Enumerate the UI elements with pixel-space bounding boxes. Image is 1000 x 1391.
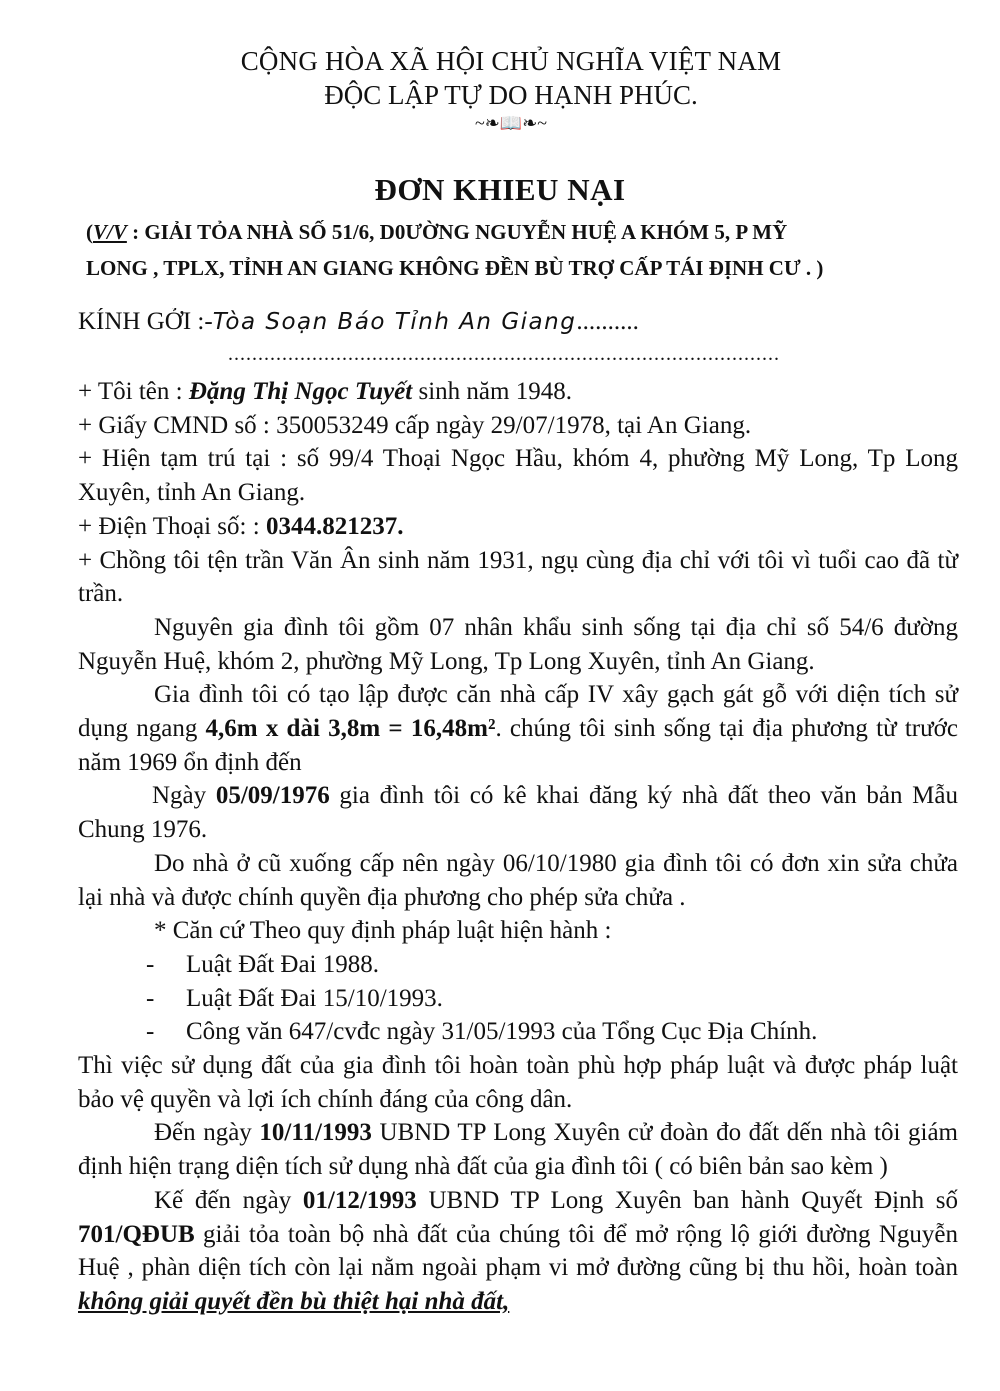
- paragraph-legal-basis: * Căn cứ Theo quy định pháp luật hiện hành :: [154, 917, 612, 945]
- paragraph-decision: Kế đến ngày 01/12/1993 UBND TP Long Xuyên ban hành Quyết Định số 701/QĐUB giải tỏa toàn bộ nhà đất của chúng tôi để mở rộng lộ giới đường Nguyễn Huệ , phàn diện tích còn lại nằm ngoài phạm vi mở đường cũng bị thu hồi, hoàn toàn không giải quyết đền bù thiệt hại nhà đất,: [78, 1186, 958, 1315]
- paragraph-husband: + Chồng tôi tện trần Văn Ân sinh năm 1931, ngụ cùng địa chỉ với tôi vì tuổi cao đã từ trần.: [78, 546, 958, 608]
- survey-date: 10/11/1993: [259, 1119, 372, 1147]
- list-item: - Luật Đất Đai 15/10/1993.: [146, 984, 443, 1012]
- paragraph-family: Nguyên gia đình tôi gồm 07 nhân khẩu sinh sống tại địa chỉ số 54/6 đường Nguyễn Huệ, khóm 2, phường Mỹ Long, Tp Long Xuyên, tỉnh An Giang.: [78, 613, 958, 675]
- recipient-handwritten: Tòa Soạn Báo Tỉnh An Giang: [212, 309, 577, 335]
- document-body: [78, 375, 958, 1319]
- paragraph-repair: Do nhà ở cũ xuống cấp nên ngày 06/10/1980 gia đình tôi có đơn xin sửa chửa lại nhà và được chính quyền địa phương cho phép sửa chửa .: [78, 849, 958, 911]
- subject-line2: LONG , TPLX, TỈNH AN GIANG KHÔNG ĐỀN BÙ TRỢ CẤP TÁI ĐỊNH CƯ . ): [86, 256, 824, 280]
- paragraph-id: + Giấy CMND số : 350053249 cấp ngày 29/07/1978, tại An Giang.: [78, 411, 752, 439]
- registration-date: 05/09/1976: [215, 782, 330, 810]
- no-compensation-text: không giải quyết đền bù thiệt hại nhà đất,: [78, 1287, 510, 1315]
- paragraph-conclusion: Thì việc sử dụng đất của gia đình tôi hoàn toàn phù hợp pháp luật và được pháp luật bảo vệ quyền và lợi ích chính đáng của công dân.: [78, 1052, 958, 1113]
- subject-line1: : GIẢI TỎA NHÀ SỐ 51/6, D0ƯỜNG NGUYỄN HUỆ A KHÓM 5, P MỸ: [126, 220, 788, 244]
- list-item: - Công văn 647/cvđc ngày 31/05/1993 của Tổng Cục Địa Chính.: [146, 1018, 818, 1046]
- national-title: CỘNG HÒA XÃ HỘI CHỦ NGHĨA VIỆT NAM: [240, 46, 782, 76]
- recipient-dots: ..........: [576, 308, 639, 335]
- paragraph-survey: Đến ngày 10/11/1993 UBND TP Long Xuyên cử đoàn đo đất dến nhà tôi giám định hiện trạng diện tích sử dụng nhà đất của gia đình tôi ( có biên bản sao kèm ): [78, 1119, 958, 1181]
- recipient-label: KÍNH GỞI :-: [78, 308, 213, 335]
- paragraph-registration: Ngày 05/09/1976 gia đình tôi có kê khai đăng ký nhà đất theo văn bản Mẫu Chung 1976.: [78, 782, 958, 844]
- paragraph-house: Gia đình tôi có tạo lập được căn nhà cấp IV xây gạch gát gỗ với diện tích sử dụng ngang 4,6m x dài 3,8m = 16,48m². chúng tôi sinh sống tại địa phương từ trước năm 1969 ổn định đến: [78, 681, 958, 776]
- decision-date: 01/12/1993: [302, 1186, 417, 1214]
- decision-number: 701/QĐUB: [78, 1220, 195, 1248]
- subject-open-paren: (: [86, 220, 93, 244]
- national-motto: ĐỘC LẬP TỰ DO HẠNH PHÚC.: [324, 80, 698, 110]
- paragraph-phone: + Điện Thoại số: : 0344.821237.: [78, 512, 404, 540]
- paragraph-address: + Hiện tạm trú tại : số 99/4 Thoại Ngọc Hầu, khóm 4, phường Mỹ Long, Tp Long Xuyên, tỉnh An Giang.: [78, 445, 958, 507]
- recipient-dots-line2: ............................................................................................: [228, 343, 780, 365]
- recipient-line: [78, 308, 948, 336]
- document-title: ĐƠN KHIEU NẠI: [374, 172, 626, 207]
- subject-block: [86, 214, 946, 286]
- list-item: - Luật Đất Đai 1988.: [146, 950, 380, 978]
- paragraph-name: + Tôi tên : Đặng Thị Ngọc Tuyết sinh năm 1948.: [78, 378, 572, 405]
- house-area: 4,6m x dài 3,8m = 16,48m²: [205, 715, 496, 743]
- subject-vv: V/V: [93, 220, 127, 244]
- applicant-name: Đặng Thị Ngọc Tuyết: [188, 378, 413, 405]
- ornament-icon: ~❧📖❧~: [474, 113, 548, 133]
- phone-number: 0344.821237.: [265, 512, 404, 540]
